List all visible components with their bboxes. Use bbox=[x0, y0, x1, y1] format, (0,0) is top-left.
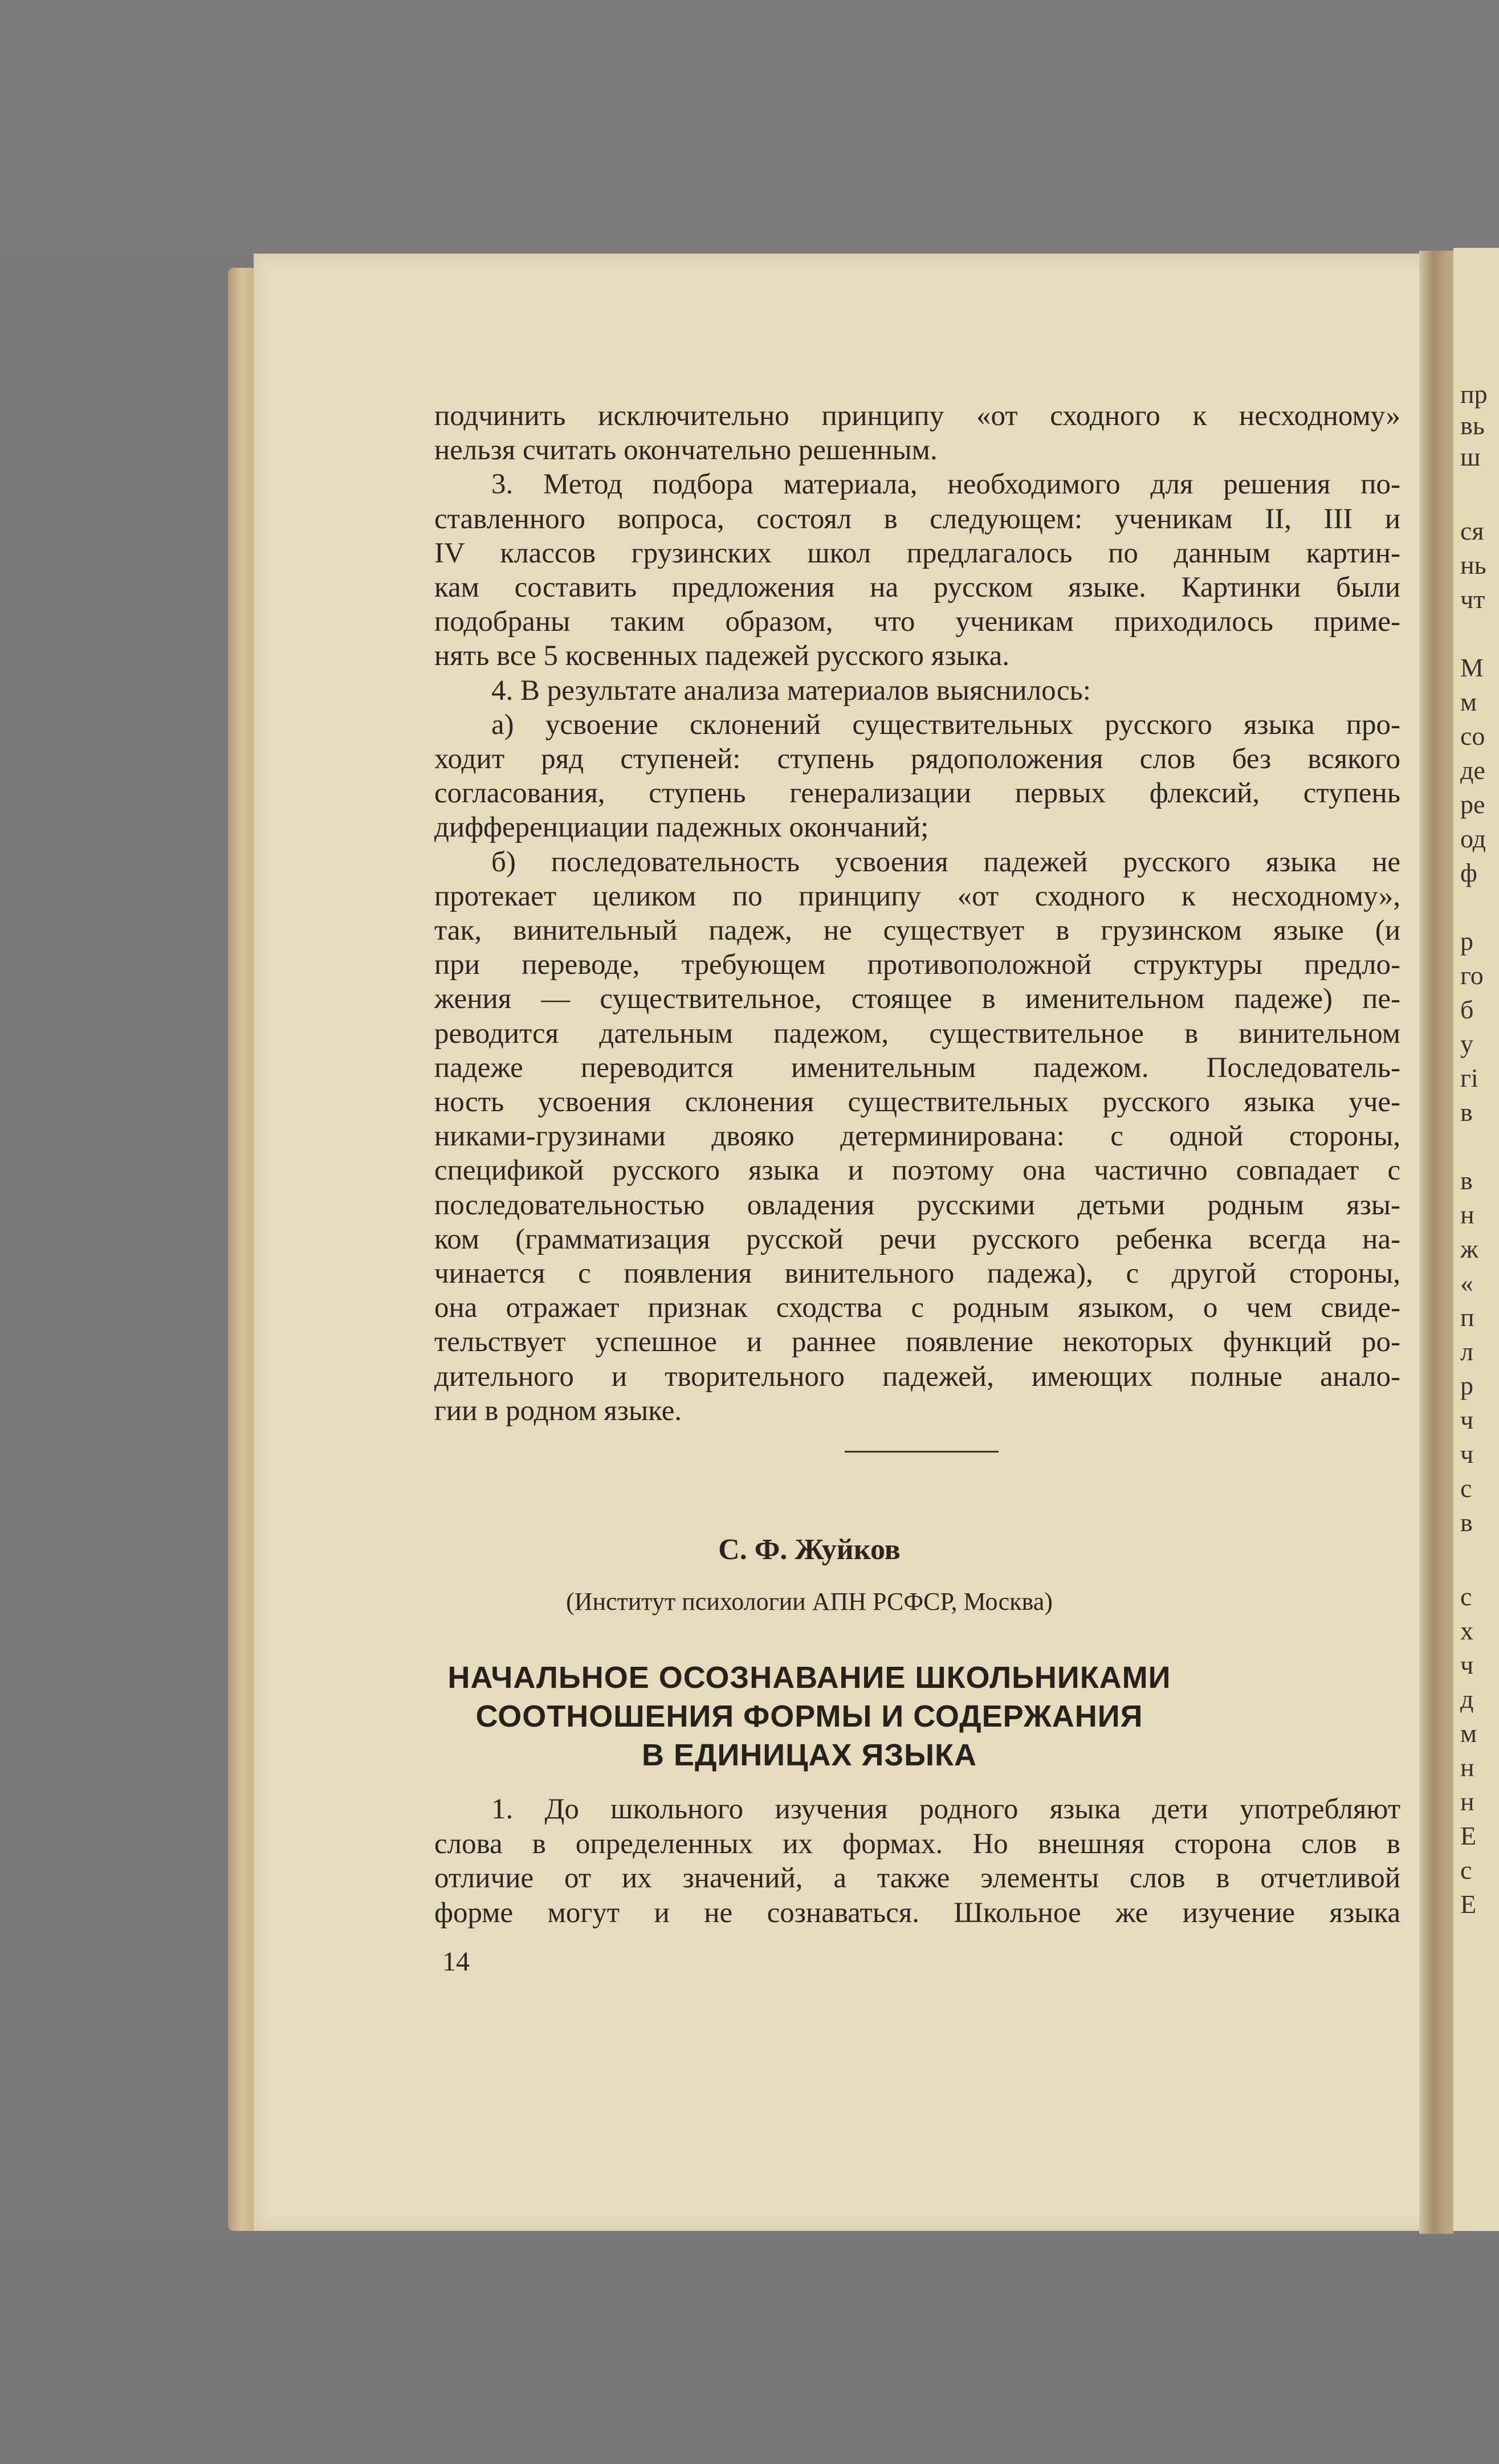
text-line: так, винительный падеж, не существует в грузинском языке (и bbox=[434, 915, 1400, 947]
text-line: слова в определенных их формах. Но внешняя сторона слов в bbox=[434, 1827, 1400, 1860]
adjacent-fragment: п bbox=[1460, 1303, 1474, 1332]
page-number: 14 bbox=[442, 1947, 470, 1977]
article-title bbox=[0, 1658, 1499, 1774]
intro-text bbox=[434, 1792, 1400, 1930]
adjacent-fragment: вь bbox=[1460, 411, 1485, 440]
title-line: СООТНОШЕНИЯ ФОРМЫ И СОДЕРЖАНИЯ bbox=[475, 1699, 1143, 1733]
adjacent-fragment: с bbox=[1460, 1474, 1472, 1503]
adjacent-fragment: ч bbox=[1460, 1439, 1474, 1468]
adjacent-fragment: со bbox=[1460, 721, 1485, 750]
text-line: жения — существительное, стоящее в именительном падеже) пе- bbox=[434, 983, 1400, 1015]
adjacent-fragment: н bbox=[1460, 1787, 1474, 1816]
text-line: ходит ряд ступеней: ступень рядоположения слов без всякого bbox=[434, 743, 1400, 776]
text-line: протекает целиком по принципу «от сходного к несходному», bbox=[434, 880, 1400, 912]
text-line: 3. Метод подбора материала, необходимого для решения по- bbox=[491, 468, 1400, 501]
text-line: нельзя считать окончательно решенным. bbox=[434, 434, 938, 467]
text-line: ность усвоения склонения существительных русского языка уче- bbox=[434, 1086, 1400, 1119]
adjacent-fragment: д bbox=[1460, 1684, 1474, 1714]
adjacent-fragment: с bbox=[1460, 1855, 1472, 1884]
background-top bbox=[0, 0, 1499, 256]
adjacent-fragment: в bbox=[1460, 1166, 1473, 1195]
text-line: падеже переводится именительным падежом. Последователь- bbox=[434, 1051, 1400, 1084]
adjacent-fragment: ч bbox=[1460, 1650, 1474, 1679]
text-line: дительного и творительного падежей, имеющих полные анало- bbox=[434, 1360, 1400, 1393]
text-line: спецификой русского языка и поэтому она частично совпадает с bbox=[434, 1155, 1400, 1187]
title-line: В ЕДИНИЦАХ ЯЗЫКА bbox=[641, 1738, 977, 1772]
adjacent-fragment: де bbox=[1460, 756, 1485, 785]
text-line: чинается с появления винительного падежа), с другой стороны, bbox=[434, 1258, 1400, 1290]
adjacent-fragment: у bbox=[1460, 1029, 1473, 1058]
text-line: последовательностью овладения русскими детьми родным язы- bbox=[434, 1189, 1400, 1221]
adjacent-fragment: н bbox=[1460, 1200, 1474, 1229]
text-line: IV классов грузинских школ предлагалось по данным картин- bbox=[434, 537, 1400, 569]
text-line: гии в родном языке. bbox=[434, 1394, 682, 1427]
adjacent-fragment: ф bbox=[1460, 858, 1477, 887]
adjacent-fragment: од bbox=[1460, 824, 1486, 853]
text-line: 1. До школьного изучения родного языка дети употребляют bbox=[491, 1793, 1400, 1825]
author-name: С. Ф. Жуйков bbox=[718, 1533, 901, 1566]
adjacent-fragment: н bbox=[1460, 1753, 1474, 1782]
body-text bbox=[434, 399, 1400, 1428]
adjacent-fragment: в bbox=[1460, 1508, 1473, 1537]
adjacent-fragment: м bbox=[1460, 687, 1477, 716]
text-line: кам составить предложения на русском языке. Картинки были bbox=[434, 572, 1400, 604]
adjacent-fragment: Е bbox=[1460, 1890, 1477, 1919]
text-line: никами-грузинами двояко детерминирована: с одной стороны, bbox=[434, 1120, 1400, 1153]
adjacent-fragment: Е bbox=[1460, 1821, 1477, 1850]
adjacent-fragment: м bbox=[1460, 1719, 1477, 1748]
adjacent-fragment: М bbox=[1460, 653, 1484, 682]
text-line: ставленного вопроса, состоял в следующем: ученикам II, III и bbox=[434, 503, 1400, 535]
adjacent-fragment: ш bbox=[1460, 442, 1481, 471]
text-line: б) последовательность усвоения падежей русского языка не bbox=[491, 846, 1400, 878]
adjacent-fragment: ч bbox=[1460, 1405, 1474, 1434]
adjacent-fragment: р bbox=[1460, 1371, 1473, 1400]
text-line: 4. В результате анализа материалов выяснилось: bbox=[491, 674, 1091, 707]
text-line: она отражает признак сходства с родным языком, о чем свиде- bbox=[434, 1292, 1400, 1324]
adjacent-fragment: р bbox=[1460, 927, 1473, 956]
author-affiliation: (Институт психологии АПН РСФСР, Москва) bbox=[566, 1588, 1053, 1616]
adjacent-fragment: гі bbox=[1460, 1063, 1478, 1092]
adjacent-fragment: « bbox=[1460, 1268, 1473, 1298]
text-line: а) усвоение склонений существительных русского языка про- bbox=[491, 708, 1400, 741]
text-line: отличие от их значений, а также элементы слов в отчетливой bbox=[434, 1862, 1400, 1894]
background-bottom bbox=[0, 2239, 1499, 2464]
text-line: подчинить исключительно принципу «от сходного к несходному» bbox=[434, 400, 1400, 432]
adjacent-fragment: ре bbox=[1460, 790, 1485, 819]
adjacent-fragment: чт bbox=[1460, 585, 1485, 614]
adjacent-fragment: л bbox=[1460, 1337, 1473, 1366]
adjacent-fragment: ж bbox=[1460, 1234, 1478, 1263]
text-line: нять все 5 косвенных падежей русского языка. bbox=[434, 640, 1010, 672]
adjacent-fragment: х bbox=[1460, 1616, 1473, 1645]
text-line: подобраны таким образом, что ученикам приходилось приме- bbox=[434, 606, 1400, 638]
adjacent-fragment: ся bbox=[1460, 516, 1484, 545]
adjacent-fragment: нь bbox=[1460, 550, 1486, 580]
text-line: согласования, ступень генерализации первых флексий, ступень bbox=[434, 777, 1400, 810]
adjacent-fragment: б bbox=[1460, 995, 1474, 1024]
adjacent-fragment: в bbox=[1460, 1098, 1473, 1127]
text-line: реводится дательным падежом, существительное в винительном bbox=[434, 1017, 1400, 1050]
adjacent-fragment: с bbox=[1460, 1582, 1472, 1611]
book-gutter bbox=[1419, 251, 1453, 2234]
title-line: НАЧАЛЬНОЕ ОСОЗНАВАНИЕ ШКОЛЬНИКАМИ bbox=[447, 1661, 1171, 1695]
text-line: дифференциации падежных окончаний; bbox=[434, 811, 929, 844]
text-line: форме могут и не сознаваться. Школьное же изучение языка bbox=[434, 1896, 1400, 1929]
adjacent-page bbox=[1453, 248, 1499, 2231]
text-line: ком (грамматизация русской речи русского ребенка всегда на- bbox=[434, 1223, 1400, 1255]
text-line: при переводе, требующем противоположной структуры предло- bbox=[434, 949, 1400, 981]
adjacent-fragment: го bbox=[1460, 961, 1484, 990]
section-divider bbox=[845, 1451, 999, 1453]
text-line: тельствует успешное и раннее появление некоторых функций ро- bbox=[434, 1326, 1400, 1359]
adjacent-fragment: пр bbox=[1460, 380, 1488, 409]
